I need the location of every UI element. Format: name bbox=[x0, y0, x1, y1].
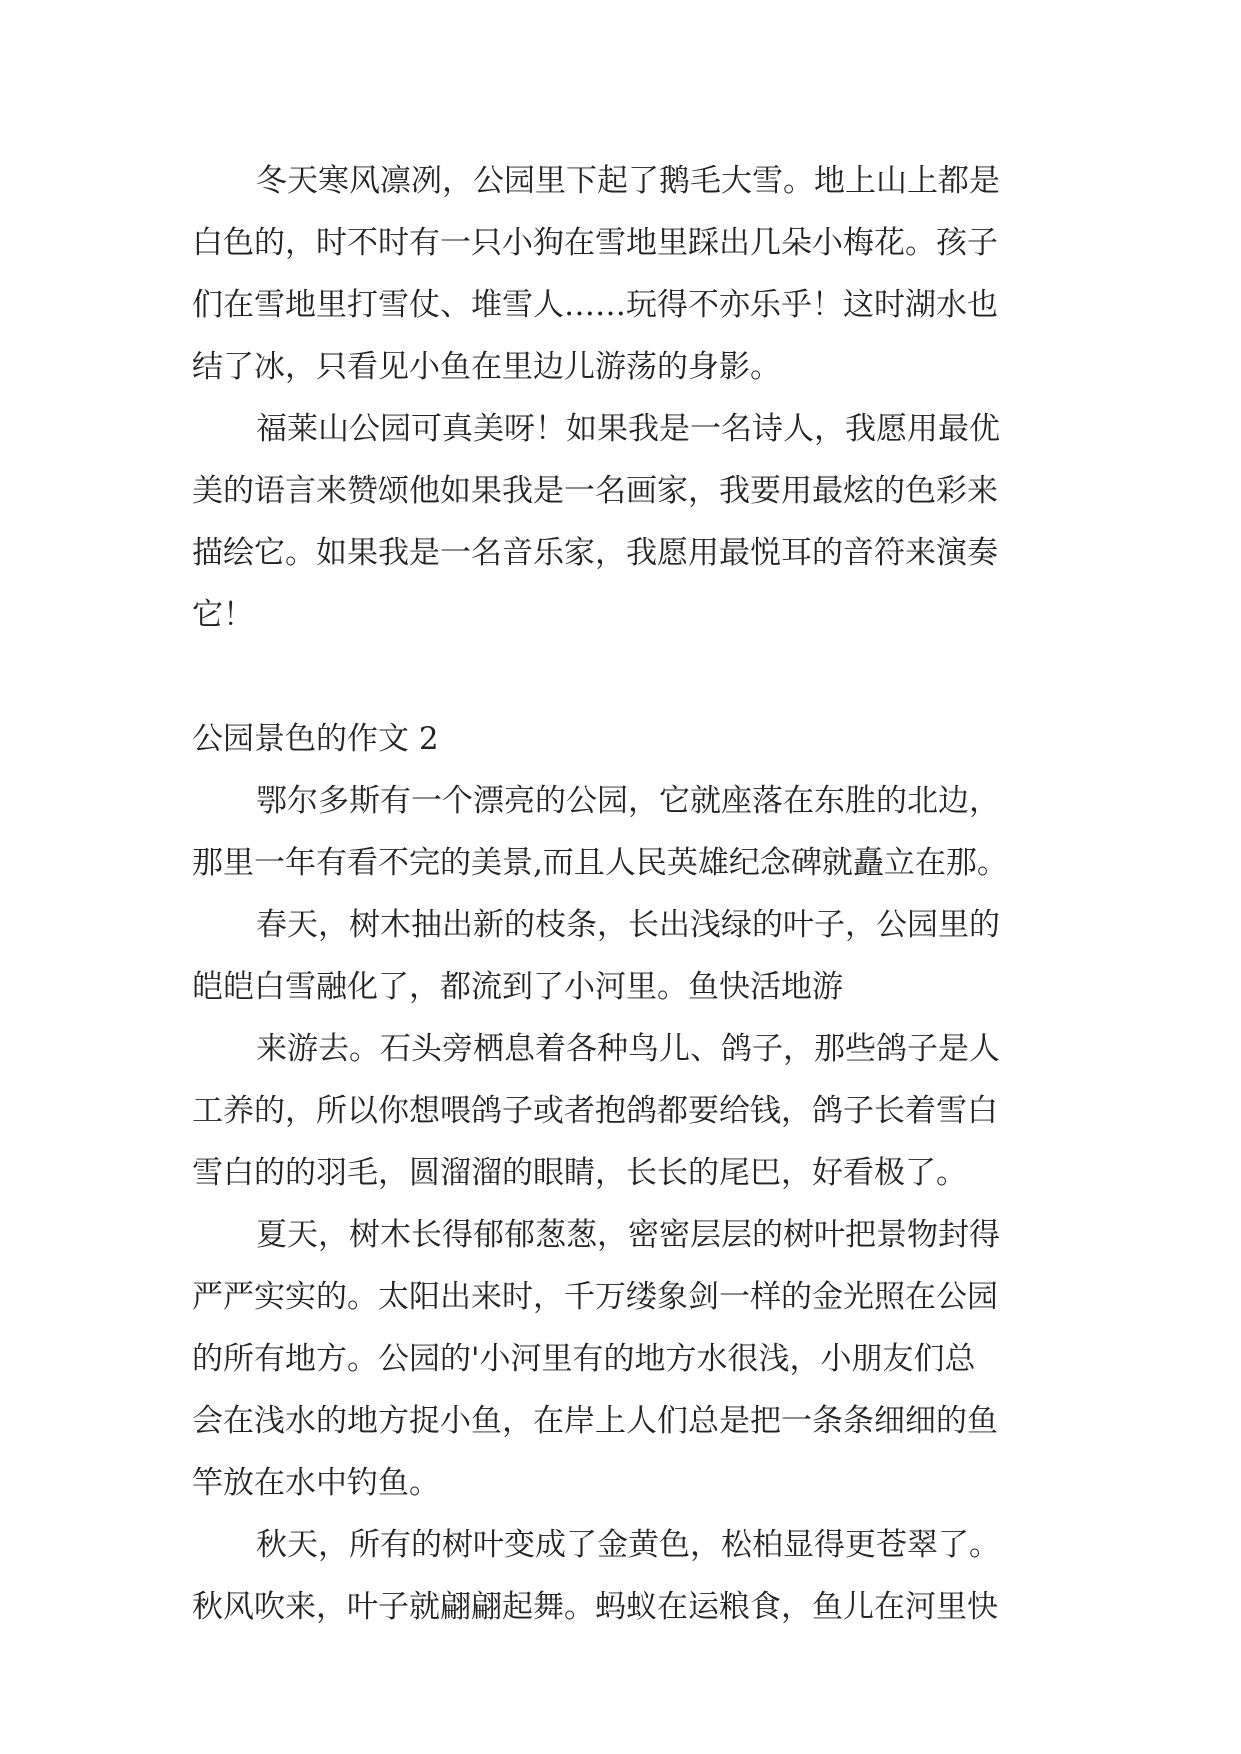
text-line: 那里一年有看不完的美景,而且人民英雄纪念碑就矗立在那。 bbox=[192, 845, 1008, 881]
section-title bbox=[192, 708, 1072, 770]
text-line: 竿放在水中钓鱼。 bbox=[192, 1465, 440, 1501]
text-line: 结了冰，只看见小鱼在里边儿游荡的身影。 bbox=[192, 349, 781, 385]
text-line: 皑皑白雪融化了，都流到了小河里。鱼快活地游 bbox=[192, 969, 843, 1005]
paragraph-winter bbox=[192, 150, 1072, 398]
text-line: 会在浅水的地方捉小鱼，在岸上人们总是把一条条细细的鱼 bbox=[192, 1403, 998, 1439]
text-line: 严严实实的。太阳出来时，千万缕象剑一样的金光照在公园 bbox=[192, 1279, 998, 1315]
text-line: 它！ bbox=[192, 597, 254, 633]
section-title-text: 公园景色的作文 2 bbox=[192, 721, 439, 757]
text-line: 春天，树木抽出新的枝条，长出浅绿的叶子，公园里的 bbox=[256, 907, 1000, 943]
paragraph-autumn bbox=[192, 1514, 1072, 1638]
text-line: 工养的，所以你想喂鸽子或者抱鸽都要给钱，鸽子长着雪白 bbox=[192, 1093, 998, 1129]
text-line: 们在雪地里打雪仗、堆雪人……玩得不亦乐乎！这时湖水也 bbox=[192, 287, 998, 323]
paragraph-summer bbox=[192, 1204, 1072, 1514]
text-line: 秋天，所有的树叶变成了金黄色，松柏显得更苍翠了。 bbox=[256, 1527, 1000, 1563]
text-line: 雪白的的羽毛，圆溜溜的眼睛，长长的尾巴，好看极了。 bbox=[192, 1155, 967, 1191]
text-line: 秋风吹来，叶子就翩翩起舞。蚂蚁在运粮食，鱼儿在河里快 bbox=[192, 1589, 998, 1625]
text-line: 冬天寒风凛冽，公园里下起了鹅毛大雪。地上山上都是 bbox=[256, 163, 1000, 199]
paragraph-spring bbox=[192, 894, 1072, 1018]
text-line: 描绘它。如果我是一名音乐家，我愿用最悦耳的音符来演奏 bbox=[192, 535, 998, 571]
text-line: 美的语言来赞颂他如果我是一名画家，我要用最炫的色彩来 bbox=[192, 473, 998, 509]
text-line: 鄂尔多斯有一个漂亮的公园，它就座落在东胜的北边， bbox=[256, 783, 1000, 819]
paragraph-intro bbox=[192, 770, 1072, 894]
text-line: 福莱山公园可真美呀！如果我是一名诗人，我愿用最优 bbox=[256, 411, 1000, 447]
paragraph-birds bbox=[192, 1018, 1072, 1204]
text-line: 来游去。石头旁栖息着各种鸟儿、鸽子，那些鸽子是人 bbox=[256, 1031, 1000, 1067]
document-body bbox=[192, 150, 1072, 1638]
text-line: 的所有地方。公园的'小河里有的地方水很浅，小朋友们总 bbox=[192, 1341, 976, 1377]
paragraph-conclusion bbox=[192, 398, 1072, 646]
text-line: 夏天，树木长得郁郁葱葱，密密层层的树叶把景物封得 bbox=[256, 1217, 1000, 1253]
text-line: 白色的，时不时有一只小狗在雪地里踩出几朵小梅花。孩子 bbox=[192, 225, 998, 261]
